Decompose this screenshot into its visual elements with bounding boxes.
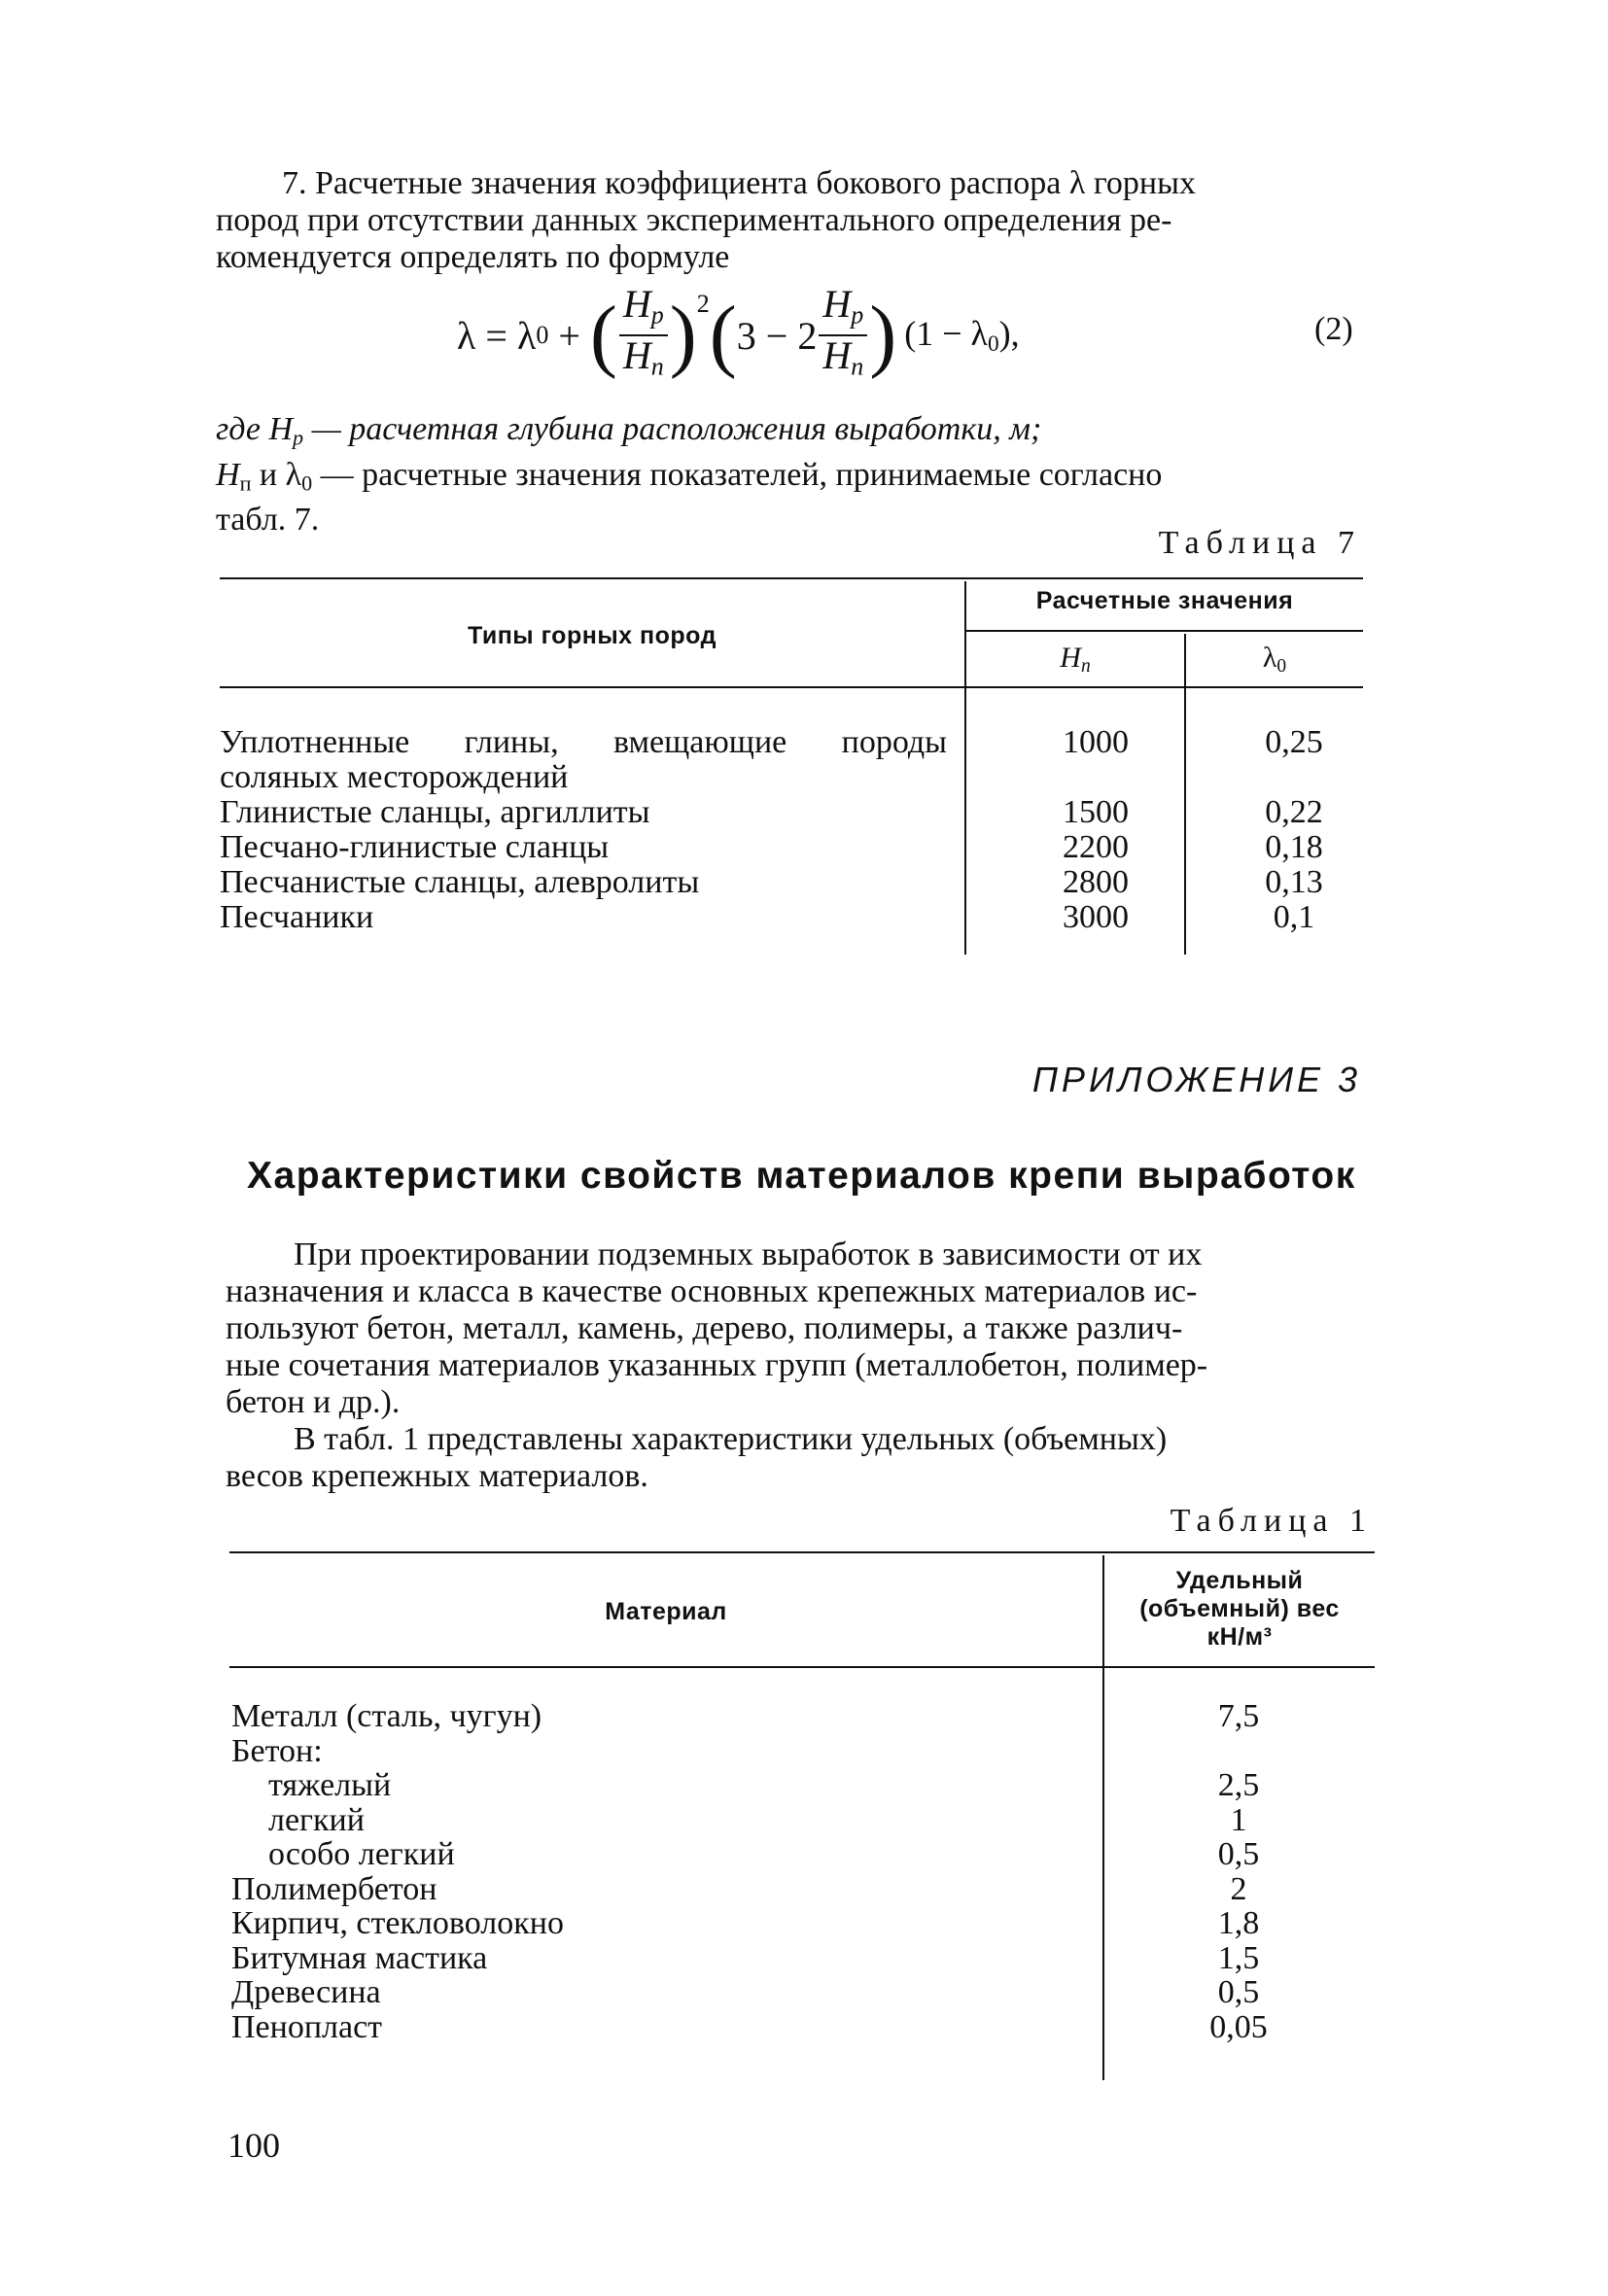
formula-lhs: λ = λ [457,313,537,358]
table7-body [220,725,1363,935]
frac-num: H [622,281,651,326]
table7-top-rule [220,577,1363,579]
cell-material: Пенопласт [231,2008,383,2045]
where-block [216,411,1361,539]
cell-type: соляных месторождений [220,759,569,795]
table1-body [231,1699,1375,2044]
table7-col-h-header: $H_п$ [1060,642,1091,677]
frac-den: H [822,333,852,377]
formula-lhs-sub: 0 [536,321,549,349]
cell-material: Битумная мастика [231,1939,488,1976]
where-line-3: табл. 7. [216,502,320,539]
cell-h [966,760,1225,795]
formula-number: (2) [1314,311,1353,347]
formula-power: 2 [696,290,710,318]
table-row [231,1975,1375,2010]
cell-value: 0,5 [1217,1974,1260,2010]
cell-l: 0,22 [1265,794,1323,830]
table1-col-weight-header [1104,1567,1375,1652]
cell-material: Древесина [231,1974,381,2010]
cell-value: 1 [1230,1801,1247,1838]
table-row [220,795,1363,830]
para-line: ные сочетания материалов указанных групп (металлобетон, полимер- [226,1347,1208,1383]
cell-h: 1000 [1063,724,1129,760]
table7-header-rule [220,686,1363,688]
table7-col-type-header: Типы горных пород [468,622,717,649]
where-line-1: где $H_р$ — расчетная глубина расположения выработки, м; [216,411,1042,450]
formula-paren: ) [869,290,897,380]
table7-caption: Таблица 7 [1158,525,1361,561]
cell-value: 1,8 [1217,1905,1260,1941]
cell-value: 2 [1230,1870,1247,1907]
table-row [231,1734,1375,1769]
frac-den-sub: п [851,352,864,381]
appendix-paragraph-1 [226,1236,1361,1421]
table-row [220,830,1363,865]
table7-subheader-rule [964,630,1363,632]
cell-value: 0,05 [1209,2008,1268,2045]
where-line-2: $H_п$ и $\lambda_0$ — расчетные значения показателей, принимаемые согласно [216,456,1163,496]
table-row [220,760,1363,795]
cell-type: Глинистые сланцы, аргиллиты [220,794,650,830]
cell-h: 1500 [1063,794,1129,830]
table1-caption: Таблица 1 [1170,1503,1373,1539]
cell-l [1225,760,1363,795]
cell-l: 0,13 [1265,864,1323,900]
cell-material: Бетон: [231,1732,323,1769]
table1-top-rule [229,1551,1375,1553]
table-row [231,1941,1375,1976]
frac-den: H [622,333,651,377]
table-row [231,1906,1375,1941]
formula-paren: ( [709,290,737,380]
cell-material: особо легкий [268,1836,455,1872]
cell-value [1102,1734,1375,1769]
cell-value: 0,5 [1217,1836,1260,1872]
weight-header-line: кН/м³ [1206,1623,1273,1651]
para-line: весов крепежных материалов. [226,1458,648,1494]
table-row [220,725,1363,760]
frac-num-sub: р [851,300,864,329]
formula-tail: $(1 - \lambda_0)$, [904,314,1020,357]
table-row [231,1837,1375,1872]
para-line: назначения и класса в качестве основных крепежных материалов ис- [226,1273,1198,1309]
cell-h: 3000 [1063,899,1129,935]
section7-paragraph [216,165,1361,276]
appendix-paragraph-2 [226,1421,1361,1495]
cell-material: тяжелый [268,1767,392,1803]
frac-num: H [822,281,852,326]
cell-type: Уплотненные глины, вмещающие породы [220,724,947,760]
cell-value: 1,5 [1217,1939,1260,1976]
formula-plus: + [558,313,580,358]
cell-type: Песчанистые сланцы, алевролиты [220,864,700,900]
appendix-label: ПРИЛОЖЕНИЕ 3 [1031,1060,1361,1099]
para-line: пород при отсутствии данных экспериментального определения ре- [216,202,1172,238]
formula-2 [457,282,1020,389]
para-line: бетон и др.). [226,1384,401,1420]
page-number: 100 [227,2126,280,2165]
weight-header-line: (объемный) вес [1139,1595,1340,1622]
cell-value: 7,5 [1217,1698,1260,1734]
cell-h: 2800 [1063,864,1129,900]
table-row [220,900,1363,935]
frac-num-sub: р [650,300,664,329]
para-line: комендуется определять по формуле [216,239,730,275]
formula-paren: ( [589,290,617,380]
formula-fraction-2 [819,281,867,387]
table1-header-rule [229,1666,1375,1668]
table-row [231,1872,1375,1907]
formula-three-minus-two: 3 − 2 [736,313,818,358]
cell-material: Металл (сталь, чугун) [231,1698,542,1734]
cell-l: 0,18 [1265,829,1323,865]
table-row [231,1803,1375,1838]
table-row [220,865,1363,900]
table1-col-material-header: Материал [605,1598,727,1625]
para-line: При проектировании подземных выработок в зависимости от их [294,1236,1203,1272]
para-line: 7. Расчетные значения коэффициента бокового распора λ горных [282,165,1196,201]
cell-material: Кирпич, стекловолокно [231,1905,564,1941]
cell-material: Полимербетон [231,1870,437,1907]
cell-material: легкий [268,1801,365,1838]
para-line: пользуют бетон, металл, камень, дерево, полимеры, а также различ- [226,1310,1183,1346]
cell-type: Песчано-глинистые сланцы [220,829,610,865]
table-row [231,1699,1375,1734]
table7-col-l-header: $\lambda_0$ [1262,642,1287,677]
cell-l: 0,25 [1265,724,1323,760]
weight-header-line: Удельный [1175,1567,1304,1594]
para-line: В табл. 1 представлены характеристики удельных (объемных) [294,1421,1168,1457]
cell-value: 2,5 [1217,1767,1260,1803]
cell-h: 2200 [1063,829,1129,865]
frac-den-sub: п [650,352,664,381]
table-row [231,2010,1375,2045]
table7-col-group-header: Расчетные значения [1035,587,1294,614]
formula-paren: ) [669,290,697,380]
appendix-title: Характеристики свойств материалов крепи выработок [247,1155,1356,1197]
table-row [231,1768,1375,1803]
cell-l: 0,1 [1273,899,1315,935]
cell-type: Песчаники [220,899,374,935]
formula-fraction [619,281,668,387]
